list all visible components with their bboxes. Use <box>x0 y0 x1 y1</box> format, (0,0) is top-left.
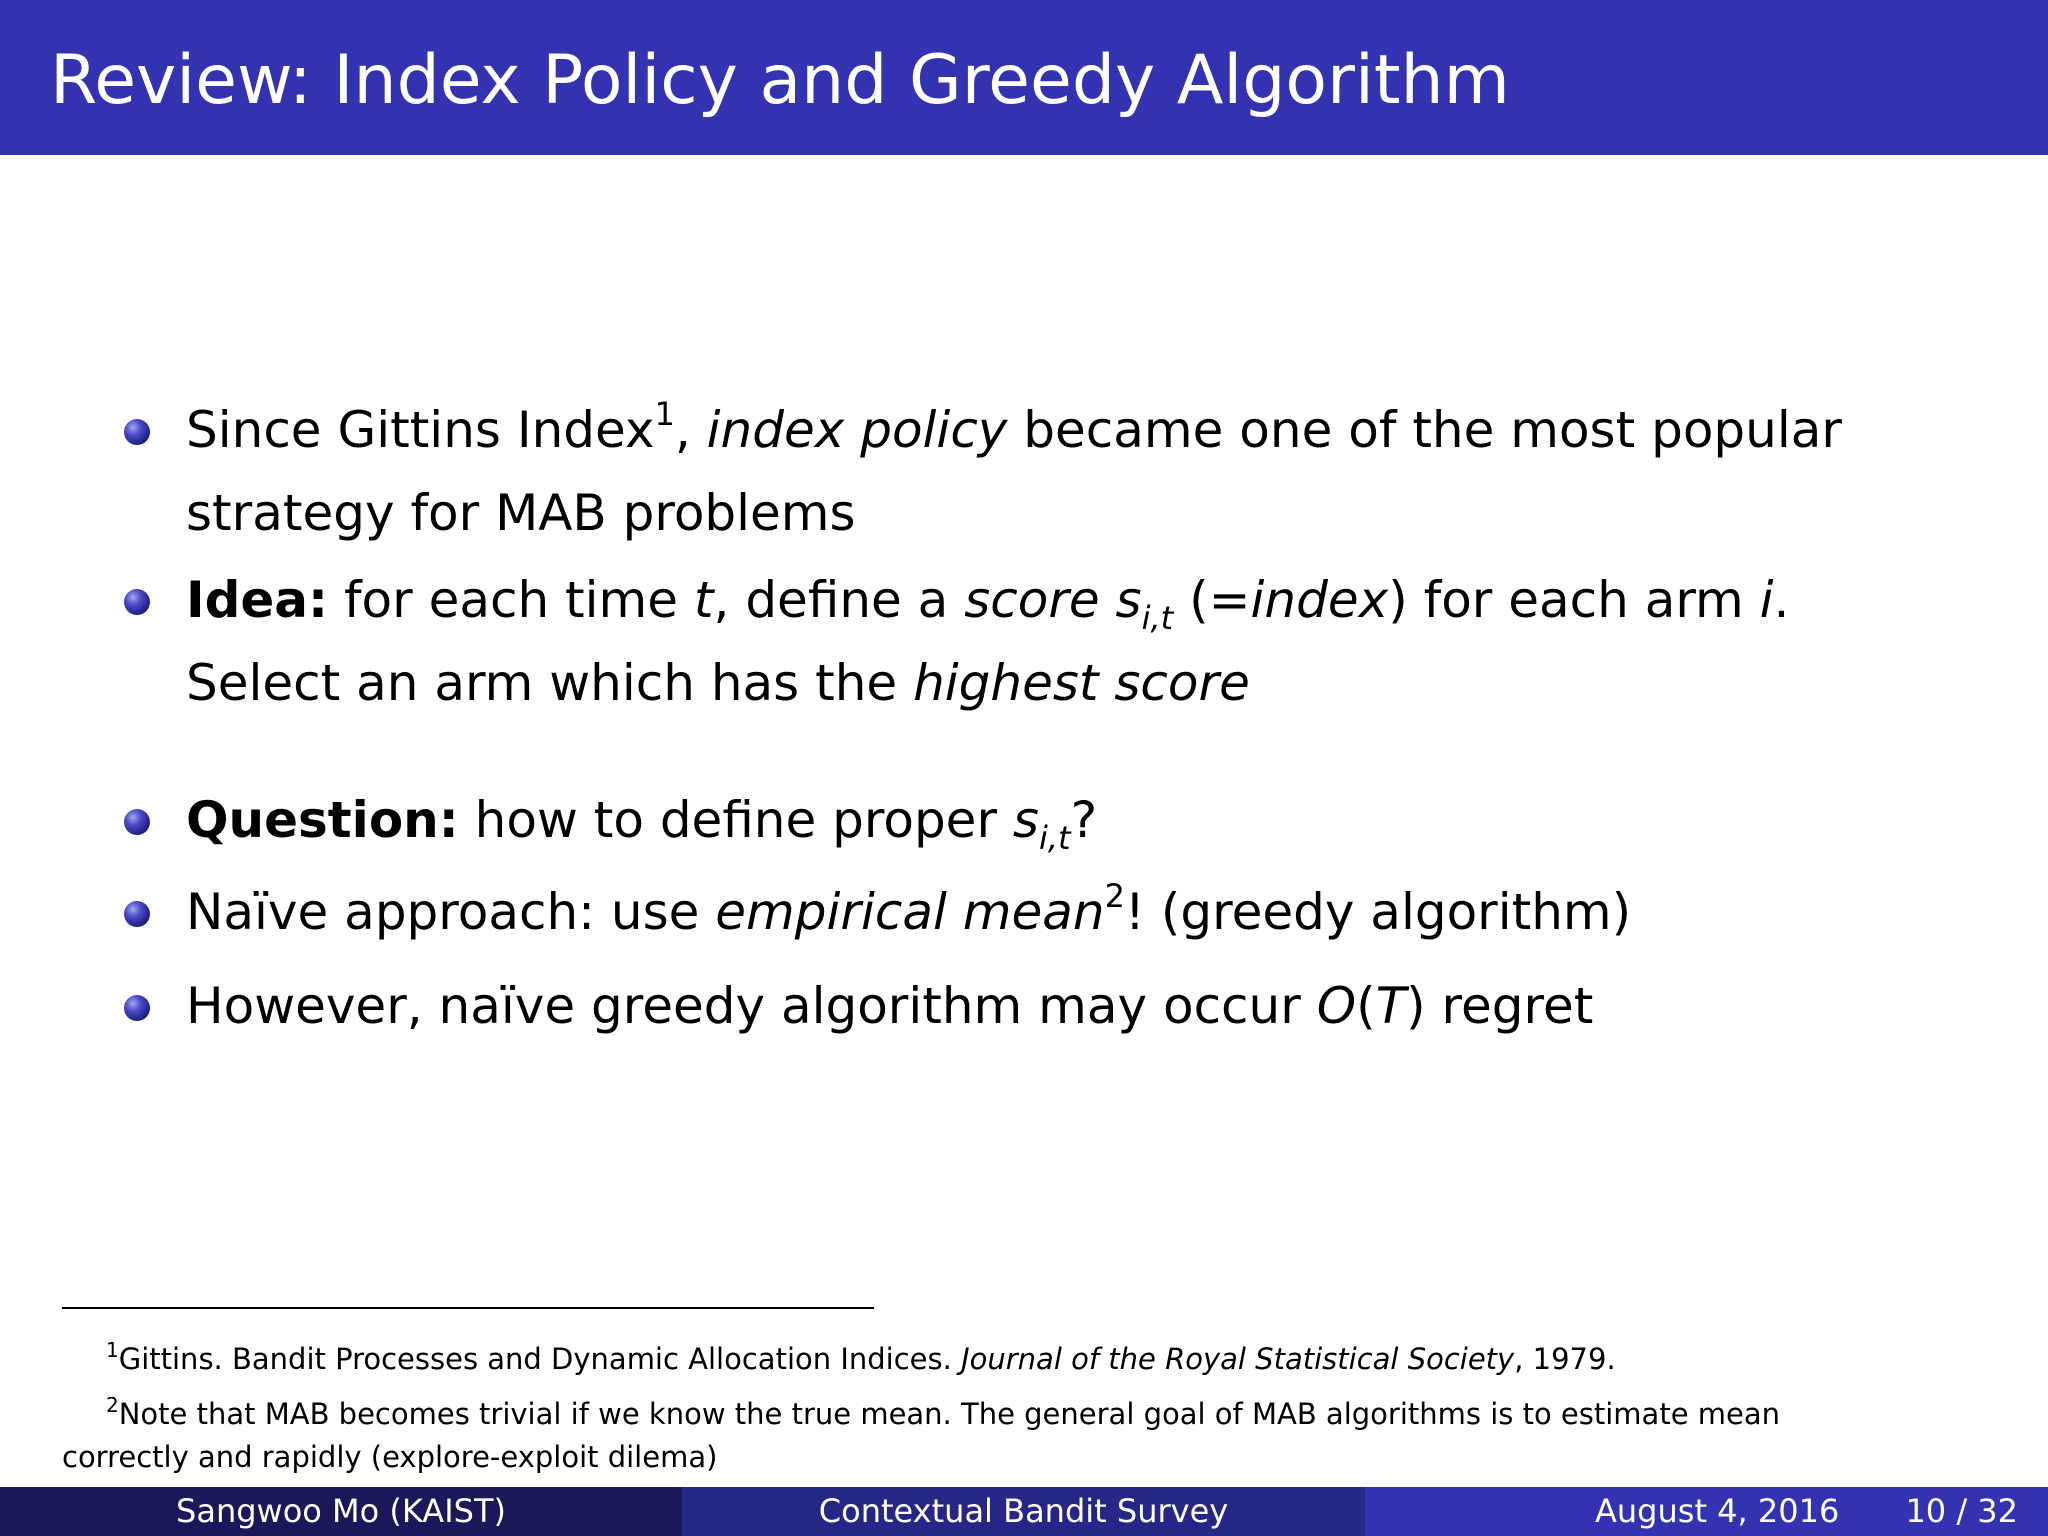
bullet-icon <box>124 419 150 445</box>
footnote-divider <box>62 1307 874 1309</box>
footer-bar <box>0 1487 2048 1536</box>
subscript-it: i,t <box>1141 599 1174 637</box>
bullet-line: Naïve approach: use empirical mean$^2$! (greedy algorithm) <box>186 877 1632 941</box>
footnote-ref-2: 2 <box>1104 877 1125 915</box>
bullet-line: Select an arm which has the highest score <box>186 654 1250 712</box>
footer-date: August 4, 2016 <box>1595 1492 1840 1530</box>
bullet-line: Since Gittins Index$^1$, index policy became one of the most popular <box>186 395 1842 459</box>
bullet-item-question <box>186 782 1906 865</box>
footnote-2-line-1: $^2$Note that MAB becomes trivial if we know the true mean. The general goal of MAB algorithms is to estimate mean <box>106 1393 1781 1431</box>
page-number: 10 / 32 <box>1905 1492 2018 1530</box>
footer-title: Contextual Bandit Survey <box>682 1487 1365 1536</box>
footnote-ref-1: 1 <box>654 395 675 433</box>
subscript-it: i,t <box>1038 819 1071 857</box>
bullet-item-however <box>186 968 1906 1045</box>
label-idea: Idea: <box>186 571 329 629</box>
slide-title: Review: Index Policy and Greedy Algorithm <box>50 41 1510 120</box>
footer-author: Sangwoo Mo (KAIST) <box>0 1487 682 1536</box>
bullet-item-naive <box>186 874 1906 957</box>
bullet-icon <box>124 901 150 927</box>
bullet-icon <box>124 995 150 1021</box>
bullet-icon <box>124 589 150 615</box>
footnote-1: $^1$Gittins. Bandit Processes and Dynamic Allocation Indices. Journal of the Royal Statistical Society, 1979. <box>106 1338 1616 1376</box>
emphasis-index-policy: index policy <box>706 401 1008 459</box>
bullet-line: However, naïve greedy algorithm may occur O(T) regret <box>186 977 1594 1035</box>
footnote-2 <box>62 1394 1992 1477</box>
bullet-line: Idea: for each time t, define a score $s_{i,t}$ (=index) for each arm i. <box>186 571 1790 637</box>
bullet-item-idea <box>186 562 1906 722</box>
bullet-line: Question: how to define proper $s_{i,t}$? <box>186 791 1098 857</box>
bullet-line: strategy for MAB problems <box>186 484 856 542</box>
footer-date-pages <box>1365 1487 2048 1536</box>
bullet-icon <box>124 809 150 835</box>
footnote-2-line-2: correctly and rapidly (explore-exploit dilema) <box>62 1440 718 1474</box>
label-question: Question: <box>186 791 459 849</box>
bullet-item-gittins <box>186 392 1906 552</box>
